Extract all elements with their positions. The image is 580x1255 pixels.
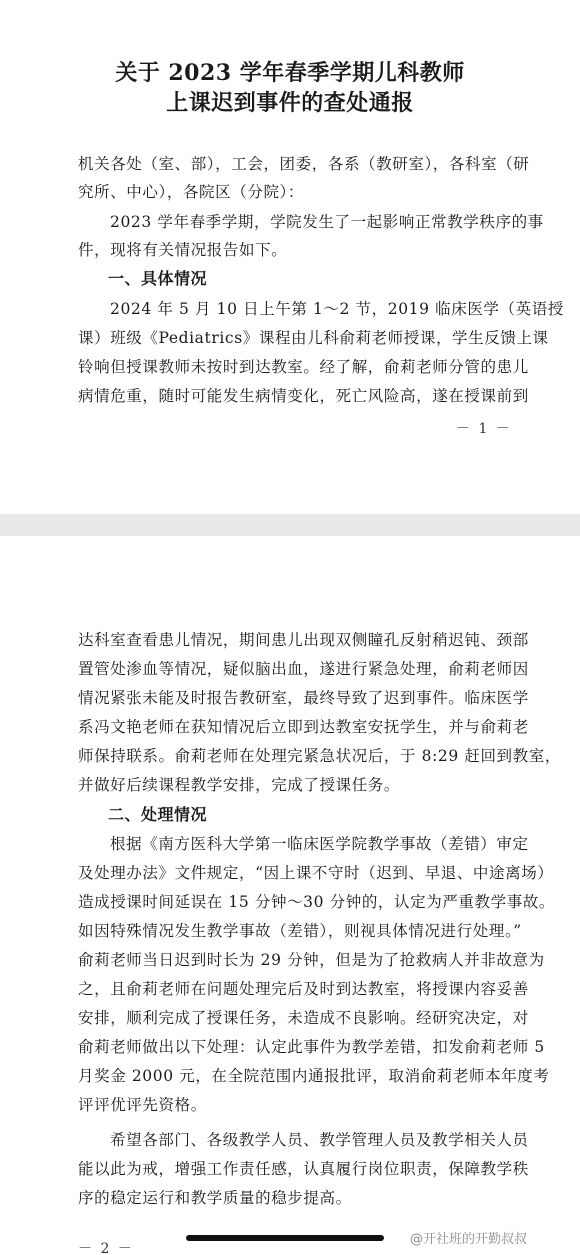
- document-title-line-2: 上课迟到事件的查处通报: [166, 90, 414, 116]
- body-line: 课）班级《Pediatrics》课程由儿科俞莉老师授课，学生反馈上课: [78, 329, 549, 347]
- page-number: － 1 －: [456, 421, 512, 437]
- body-line: 师保持联系。俞莉老师在处理完紧急状况后，于 8:29 赶回到教室，: [78, 747, 561, 765]
- body-line: 月奖金 2000 元，在全院范围内通报批评，取消俞莉老师本年度考: [78, 1067, 550, 1085]
- body-line: 机关各处（室、部），工会，团委，各系（教研室），各科室（研: [78, 155, 530, 173]
- body-line: 安排，顺利完成了授课任务，未造成不良影响。经研究决定，对: [78, 1009, 529, 1027]
- body-line: 2023 学年春季学期，学院发生了一起影响正常教学秩序的事: [110, 213, 544, 231]
- section-heading-1: 一、具体情况: [108, 269, 208, 288]
- body-line: 序的稳定运行和教学质量的稳步提高。: [78, 1189, 352, 1207]
- body-line: 俞莉老师做出以下处理：认定此事件为教学差错，扣发俞莉老师 5: [78, 1038, 545, 1056]
- body-line: 情况紧张未能及时报告教研室，最终导致了迟到事件。临床医学: [78, 689, 529, 707]
- body-line: 俞莉老师当日迟到时长为 29 分钟，但是为了抢救病人并非故意为: [78, 951, 545, 969]
- body-line: 及处理办法》文件规定，“因上课不守时（迟到、早退、中途离场）: [78, 864, 554, 882]
- body-line: 并做好后续课程教学安排，完成了授课任务。: [78, 776, 401, 794]
- body-line: 系冯文艳老师在获知情况后立即到达教室安抚学生，并与俞莉老: [78, 718, 529, 736]
- watermark-text: @开社班的开勤叔叔: [410, 1232, 528, 1247]
- body-line: 置管处渗血等情况，疑似脑出血，遂进行紧急处理，俞莉老师因: [78, 660, 529, 678]
- body-line: 达科室查看患儿情况，期间患儿出现双侧瞳孔反射稍迟钝、颈部: [78, 631, 529, 649]
- body-line: 2024 年 5 月 10 日上午第 1～2 节，2019 临床医学（英语授: [110, 300, 564, 318]
- body-line: 件，现将有关情况报告如下。: [78, 241, 288, 259]
- home-indicator-bar[interactable]: [186, 1235, 384, 1241]
- document-page-2: [0, 536, 580, 1255]
- document-title-line-1: 关于 2023 学年春季学期儿科教师: [115, 60, 465, 86]
- body-line: 铃响但授课教师未按时到达教室。经了解，俞莉老师分管的患儿: [78, 358, 529, 376]
- body-line: 病情危重，随时可能发生病情变化，死亡风险高，遂在授课前到: [78, 387, 529, 405]
- page-separator: [0, 514, 580, 536]
- body-line: 评评优评先资格。: [78, 1096, 207, 1114]
- body-line: 能以此为戒，增强工作责任感，认真履行岗位职责，保障教学秩: [78, 1160, 529, 1178]
- section-heading-2: 二、处理情况: [108, 805, 208, 824]
- body-line: 希望各部门、各级教学人员、教学管理人员及教学相关人员: [110, 1131, 529, 1149]
- body-line: 如因特殊情况发生教学事故（差错），则视具体情况进行处理。”: [78, 922, 522, 940]
- document-page-1: [0, 0, 580, 514]
- body-line: 究所、中心），各院区（分院）：: [78, 183, 305, 201]
- body-line: 造成授课时间延误在 15 分钟～30 分钟的，认定为严重教学事故。: [78, 893, 556, 911]
- body-line: 根据《南方医科大学第一临床医学院教学事故（差错）审定: [110, 835, 529, 853]
- body-line: 之，且俞莉老师在问题处理完后及时到达教室，将授课内容妥善: [78, 980, 529, 998]
- page-number: － 2 －: [78, 1241, 134, 1255]
